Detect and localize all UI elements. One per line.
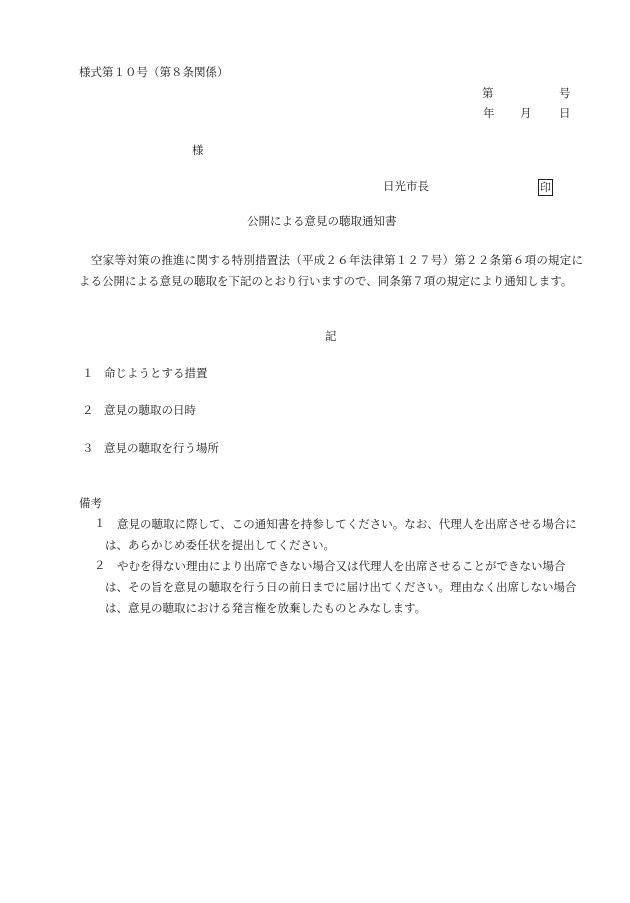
addressee-suffix: 様 xyxy=(192,143,204,157)
ki-heading: 記 xyxy=(325,329,337,343)
note-number: １ xyxy=(94,516,106,530)
note-text: 意見の聴取に際して、この通知書を持参してください。なお、代理人を出席させる場合には、あらかじめ委任状を提出してください。 xyxy=(105,517,577,552)
item-label: 意見の聴取を行う場所 xyxy=(104,441,219,455)
date-year: 年 xyxy=(483,106,495,120)
doc-number-prefix: 第 xyxy=(482,86,494,100)
seal-label: 印 xyxy=(540,181,551,194)
date-month: 月 xyxy=(520,106,532,120)
seal-mark xyxy=(538,179,553,196)
item-number: １ xyxy=(82,366,94,380)
note-text: やむを得ない理由により出席できない場合又は代理人を出席させることができない場合は、その旨を意見の聴取を行う日の前日までに届け出てください。理由なく出席しない場合は、意見の聴取における発言権を放棄したものとみなします。 xyxy=(105,559,577,615)
doc-number-suffix: 号 xyxy=(559,86,571,100)
remarks-heading: 備考 xyxy=(79,496,102,510)
document-title: 公開による意見の聴取通知書 xyxy=(247,214,397,228)
issuer-name: 日光市長 xyxy=(383,179,429,193)
form-number: 様式第１０号（第８条関係） xyxy=(79,65,229,79)
item-number: ３ xyxy=(82,441,94,455)
item-number: ２ xyxy=(82,403,94,417)
body-paragraph: 空家等対策の推進に関する特別措置法（平成２６年法律第１２７号）第２２条第６項の規定による公開による意見の聴取を下記のとおり行いますので、同条第７項の規定により通知します。 xyxy=(79,253,583,288)
note-number: ２ xyxy=(94,558,106,572)
item-label: 意見の聴取の日時 xyxy=(104,403,196,417)
item-label: 命じようとする措置 xyxy=(104,366,208,380)
date-day: 日 xyxy=(559,106,571,120)
